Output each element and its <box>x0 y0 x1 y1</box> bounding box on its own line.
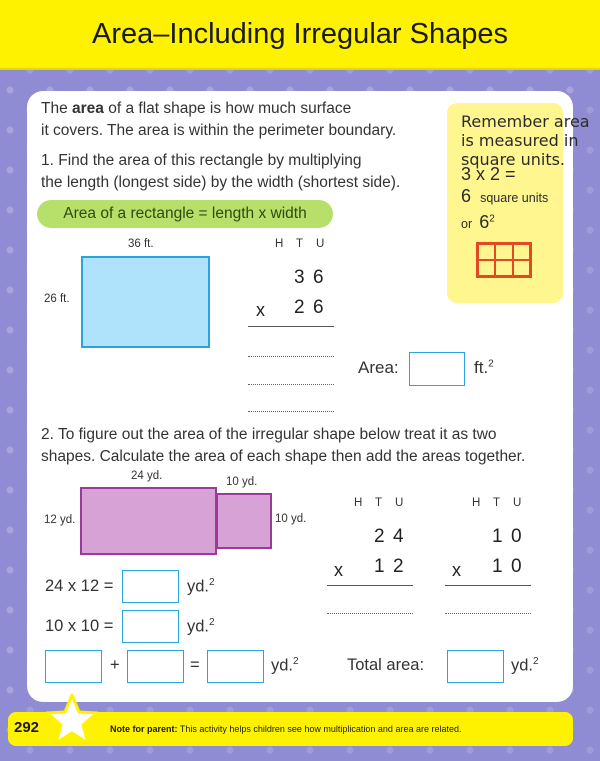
calc-1-answer-box[interactable] <box>122 570 179 603</box>
q1-htu-t: T <box>296 238 304 250</box>
tip-text <box>461 112 590 169</box>
header-banner <box>0 0 600 70</box>
tip-power: or $6^2$ <box>461 212 495 232</box>
q2-right-answer-rule <box>445 585 531 586</box>
q1-bottom-units: 6 <box>313 297 324 318</box>
q2-left-htu-h: H <box>354 497 363 509</box>
big-shape-height-label: 12 yd. <box>44 514 76 526</box>
tip-line-2: is measured in <box>461 131 579 150</box>
question-2-text <box>41 424 525 468</box>
rect-width-label: 36 ft. <box>128 238 154 250</box>
tip-result: 6 square units <box>461 186 549 206</box>
q1-unit: ft.$^2$ <box>474 358 494 377</box>
intro-text <box>41 98 396 142</box>
q1-htu-u: U <box>316 238 325 250</box>
q1-times-sign: x <box>256 300 265 320</box>
q2-right-bottom-tens: 1 <box>492 556 503 577</box>
intro-post: of a flat shape is how much surface <box>103 100 352 117</box>
q1-work-line[interactable] <box>248 411 334 412</box>
q1-work-line[interactable] <box>248 384 334 385</box>
unit-square <box>513 260 530 276</box>
purple-rectangle-large <box>80 487 217 555</box>
plus-sign: + <box>110 656 120 674</box>
q1-top-tens: 3 <box>294 267 305 288</box>
calc-2-unit: yd.$^2$ <box>187 617 215 636</box>
q1-htu-h: H <box>275 238 284 250</box>
q1-area-answer-box[interactable] <box>409 352 465 386</box>
q2-right-bottom-units: 0 <box>511 556 522 577</box>
q1-work-line[interactable] <box>248 356 334 357</box>
calc-1-label: 24 x 12 = <box>45 577 114 595</box>
sum-addend-1-box[interactable] <box>45 650 102 683</box>
tip-line-1: Remember area <box>461 112 590 131</box>
tip-equation: 3 x 2 = <box>461 164 516 184</box>
formula-text: Area of a rectangle = length x width <box>63 205 307 222</box>
q1-area-label: Area: <box>358 358 399 377</box>
tip-line-3: square units. <box>461 150 566 169</box>
equals-sign: = <box>190 656 200 674</box>
q2-left-work-line[interactable] <box>327 613 413 614</box>
unit-square <box>513 244 530 260</box>
q2-right-htu-t: T <box>493 497 501 509</box>
total-area-unit: yd.$^2$ <box>511 656 539 675</box>
sum-addend-2-box[interactable] <box>127 650 184 683</box>
star-icon <box>44 692 100 748</box>
q1-answer-rule <box>248 326 334 327</box>
q2-left-times-sign: x <box>334 560 343 580</box>
q2-line-1: 2. To figure out the area of the irregular shape below treat it as two <box>41 426 497 443</box>
q2-right-htu-u: U <box>513 497 522 509</box>
sum-result-box[interactable] <box>207 650 264 683</box>
q2-right-times-sign: x <box>452 560 461 580</box>
intro-line-2: it covers. The area is within the perimeter boundary. <box>41 122 397 139</box>
unit-square <box>478 260 495 276</box>
q2-left-answer-rule <box>327 585 413 586</box>
q2-left-bottom-units: 2 <box>393 556 404 577</box>
q2-left-top-tens: 2 <box>374 526 385 547</box>
intro-pre: The <box>41 100 73 117</box>
small-shape-height-label: 10 yd. <box>275 513 307 525</box>
parent-note: Note for parent: This activity helps children see how multiplication and area are related. <box>110 724 462 734</box>
q2-left-bottom-tens: 1 <box>374 556 385 577</box>
calc-2-answer-box[interactable] <box>122 610 179 643</box>
q2-right-top-tens: 1 <box>492 526 503 547</box>
calc-1-unit: yd.$^2$ <box>187 577 215 596</box>
unit-square <box>495 244 512 260</box>
q2-line-2: shapes. Calculate the area of each shape then add the areas together. <box>41 448 526 465</box>
sum-unit: yd.$^2$ <box>271 656 299 675</box>
total-area-label: Total area: <box>347 656 425 674</box>
big-shape-width-label: 24 yd. <box>131 470 163 482</box>
page-title: Area–Including Irregular Shapes <box>92 17 508 50</box>
q2-right-top-units: 0 <box>511 526 522 547</box>
q2-left-htu-t: T <box>375 497 383 509</box>
q2-right-work-line[interactable] <box>445 613 531 614</box>
calc-2-label: 10 x 10 = <box>45 617 114 635</box>
q1-line-1: 1. Find the area of this rectangle by multiplying <box>41 152 362 169</box>
q1-line-2: the length (longest side) by the width (shortest side). <box>41 174 401 191</box>
intro-bold-word: area <box>72 100 104 117</box>
q2-right-htu-h: H <box>472 497 481 509</box>
question-1-text <box>41 150 400 194</box>
small-shape-width-label: 10 yd. <box>226 476 258 488</box>
intro-line-1 <box>41 98 396 120</box>
q1-bottom-tens: 2 <box>294 297 305 318</box>
rect-height-label: 26 ft. <box>44 293 70 305</box>
unit-squares-grid <box>476 242 532 278</box>
q2-left-htu-u: U <box>395 497 404 509</box>
q1-top-units: 6 <box>313 267 324 288</box>
purple-square-small <box>216 493 272 549</box>
total-area-answer-box[interactable] <box>447 650 504 683</box>
blue-rectangle <box>81 256 210 348</box>
unit-square <box>495 260 512 276</box>
unit-square <box>478 244 495 260</box>
formula-pill <box>37 200 333 228</box>
page-number: 292 <box>14 719 40 736</box>
q2-left-top-units: 4 <box>393 526 404 547</box>
